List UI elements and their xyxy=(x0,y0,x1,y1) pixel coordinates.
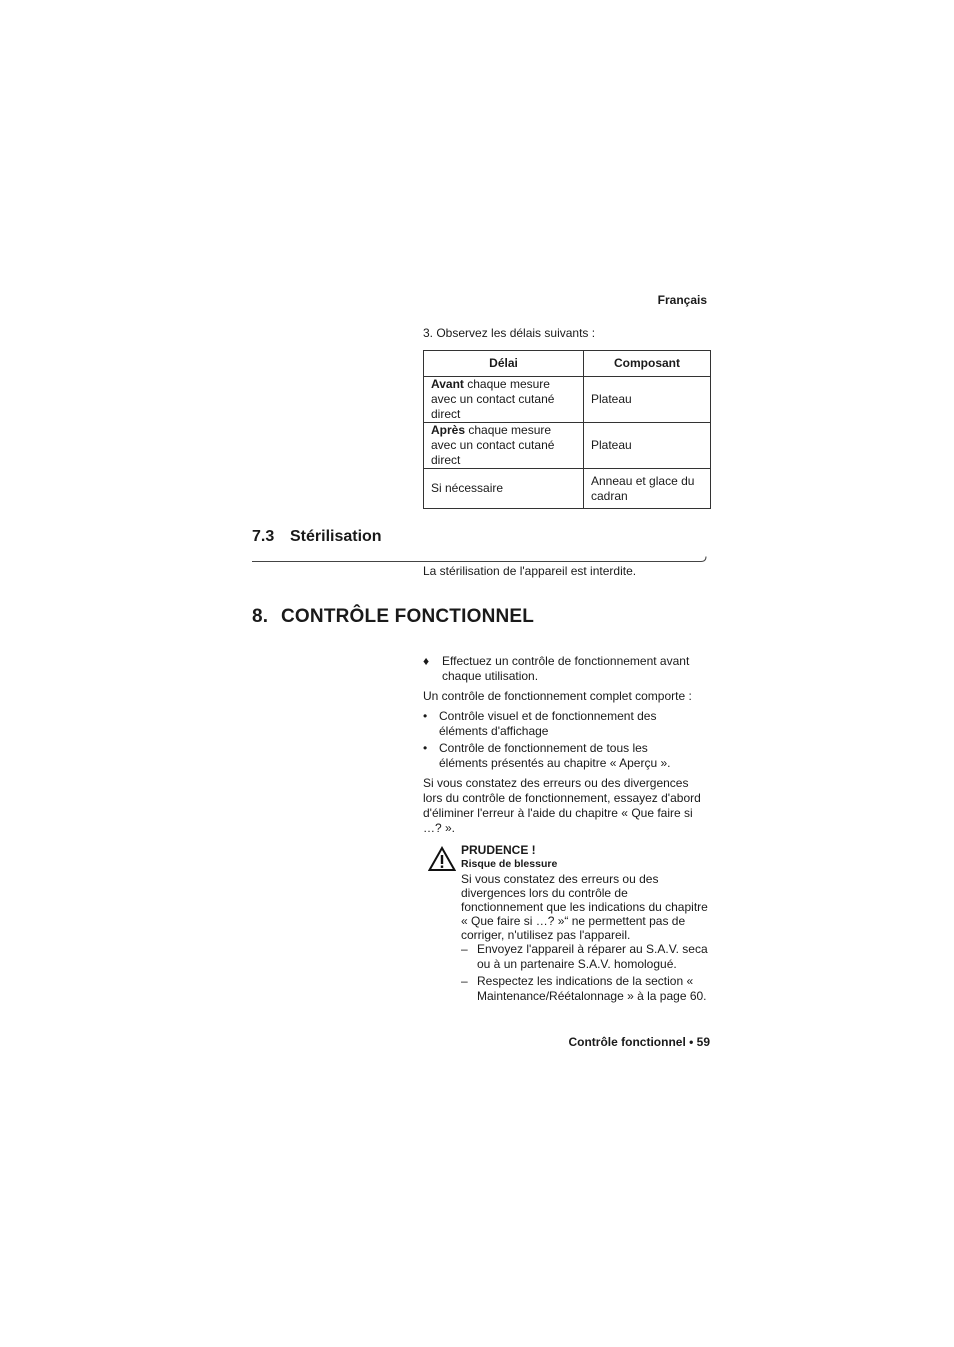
warning-title: PRUDENCE ! xyxy=(461,843,536,857)
delay-table xyxy=(423,350,711,509)
section-7-3-heading xyxy=(252,528,382,546)
delay-text: chaque mesure avec un contact cutané direct xyxy=(431,377,555,421)
list-item xyxy=(423,741,695,771)
warning-text: Si vous constatez des erreurs ou des divergences lors du contrôle de fonctionnement que les indications du chapitre « Que faire si …? »“ ne permettent pas de corriger, n'utilisez pas l'appareil. xyxy=(461,872,708,942)
section-divider xyxy=(252,553,707,563)
section-title: Stérilisation xyxy=(290,528,382,545)
list-item xyxy=(423,709,695,739)
dash-bullet-icon: – xyxy=(461,974,468,988)
language-header: Français xyxy=(657,293,707,307)
warning-action-text: Respectez les indications de la section « Maintenance/Réétalonnage » à la page 60. xyxy=(477,974,707,1003)
table-cell-delay xyxy=(424,469,584,509)
list-item-text: Contrôle de fonctionnement de tous les éléments présentés au chapitre « Aperçu ». xyxy=(439,741,671,770)
step-3-instruction: 3. Observez les délais suivants : xyxy=(423,326,596,340)
check-list xyxy=(423,709,710,773)
bullet-icon: • xyxy=(423,709,428,723)
function-check-intro: Un contrôle de fonctionnement complet comporte : xyxy=(423,689,692,703)
table-row xyxy=(424,377,711,423)
table-row xyxy=(424,423,711,469)
delay-text: Si nécessaire xyxy=(431,481,504,495)
table-cell-component: Plateau xyxy=(584,377,711,423)
bullet-icon: • xyxy=(423,741,428,755)
chapter-8-heading xyxy=(252,606,534,628)
list-item-text: Contrôle visuel et de fonctionnement des éléments d'affichage xyxy=(439,709,657,738)
delay-bold: Après xyxy=(431,423,466,437)
sterilisation-text: La stérilisation de l'appareil est interdite. xyxy=(423,564,637,578)
delay-bold: Avant xyxy=(431,377,464,391)
errors-paragraph: Si vous constatez des erreurs ou des divergences lors du contrôle de fonctionnement, essayez d'abord d'éliminer l'erreur à l'aide du chapitre « Que faire si …? ». xyxy=(423,776,701,835)
warning-subtitle: Risque de blessure xyxy=(461,858,558,870)
table-header-row xyxy=(424,351,711,377)
instruction-item xyxy=(423,654,713,684)
table-cell-delay xyxy=(424,377,584,423)
diamond-bullet-icon: ♦ xyxy=(423,654,430,668)
warning-triangle-icon xyxy=(428,846,456,872)
chapter-title: CONTRÔLE FONCTIONNEL xyxy=(281,606,535,627)
table-cell-component: Anneau et glace du cadran xyxy=(584,469,711,509)
table-header-delai: Délai xyxy=(424,351,584,377)
instruction-text: Effectuez un contrôle de fonctionnement avant chaque utilisation. xyxy=(442,654,690,683)
section-number: 7.3 xyxy=(252,528,275,545)
warning-action xyxy=(461,974,713,1004)
delay-text: chaque mesure avec un contact cutané direct xyxy=(431,423,555,467)
table-row xyxy=(424,469,711,509)
dash-bullet-icon: – xyxy=(461,942,468,956)
table-header-composant: Composant xyxy=(584,351,711,377)
table-cell-component: Plateau xyxy=(584,423,711,469)
warning-action-text: Envoyez l'appareil à réparer au S.A.V. seca ou à un partenaire S.A.V. homologué. xyxy=(477,942,708,971)
warning-action xyxy=(461,942,713,972)
page-footer: Contrôle fonctionnel • 59 xyxy=(568,1035,710,1049)
table-cell-delay xyxy=(424,423,584,469)
chapter-number: 8. xyxy=(252,606,269,627)
